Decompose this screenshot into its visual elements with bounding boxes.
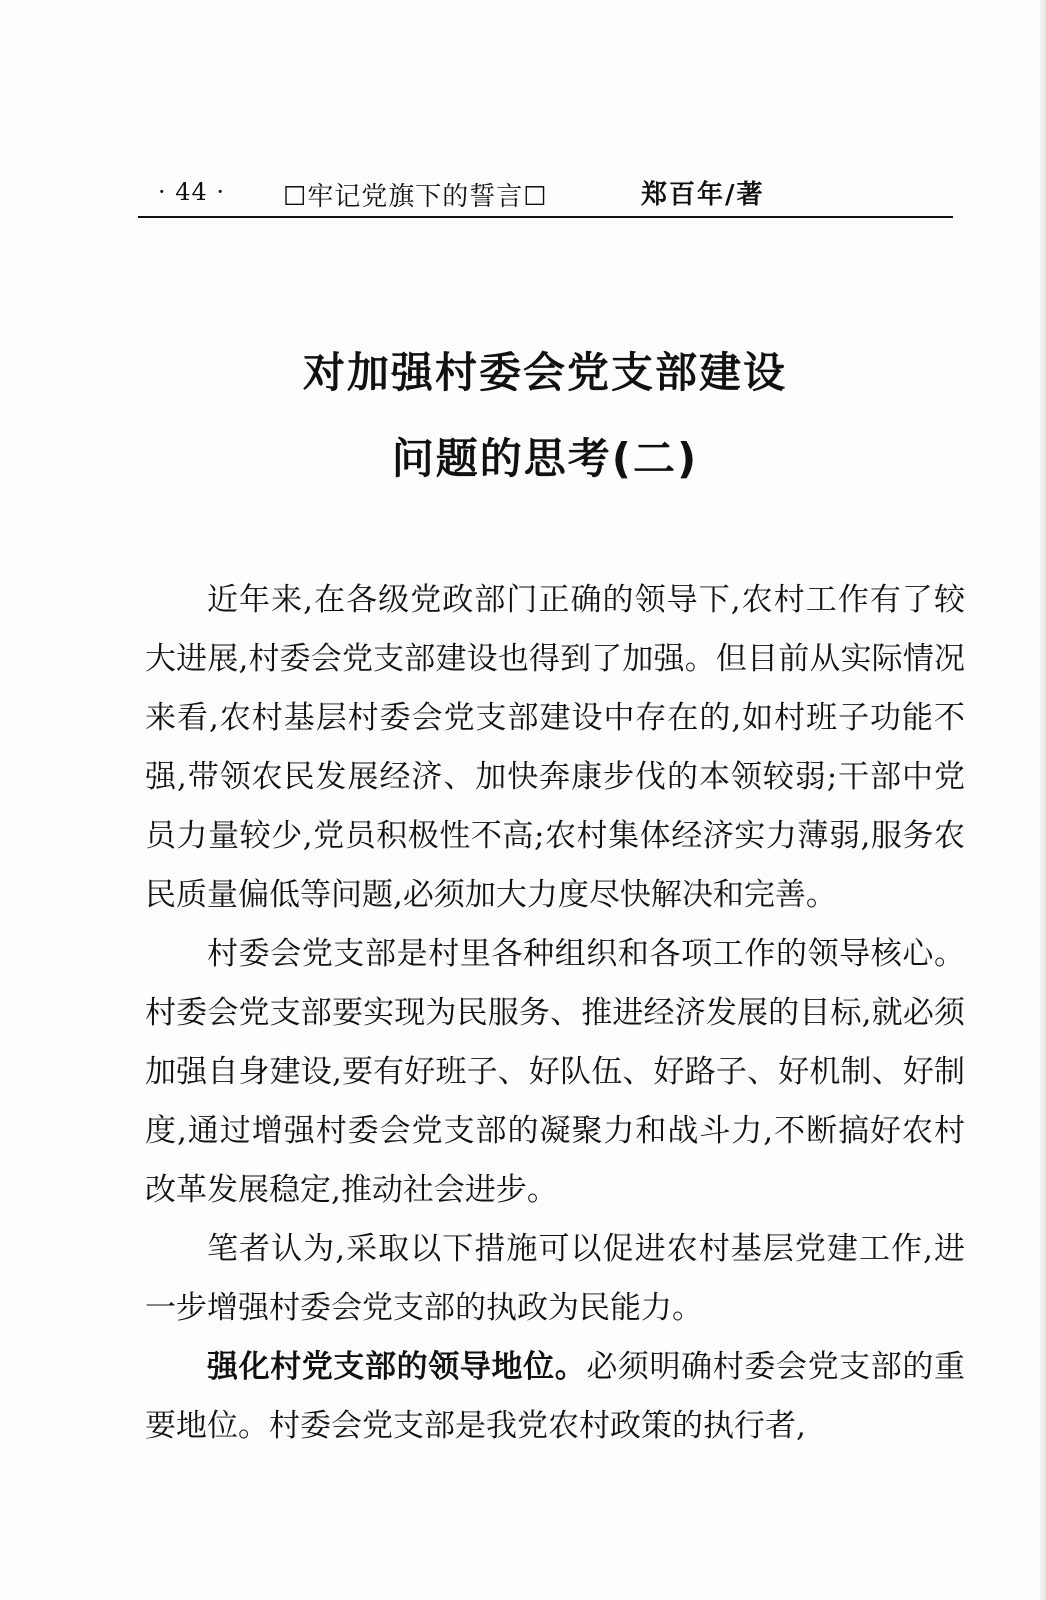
page-number: · 44 ·	[158, 178, 226, 206]
scan-edge-shadow	[1040, 0, 1046, 1600]
article-body	[145, 571, 965, 1456]
paragraph-2: 村委会党支部是村里各种组织和各项工作的领导核心。村委会党支部要实现为民服务、推进经济发展的目标,就必须加强自身建设,要有好班子、好队伍、好路子、好机制、好制度,通过增强村委会党支部的凝聚力和战斗力,不断搞好农村改革发展稳定,推动社会进步。	[145, 936, 965, 1208]
running-header	[138, 172, 953, 216]
article-title-line-2: 问题的思考(二)	[391, 434, 699, 483]
paragraph-1: 近年来,在各级党政部门正确的领导下,农村工作有了较大进展,村委会党支部建设也得到了加强。但目前从实际情况来看,农村基层村委会党支部建设中存在的,如村班子功能不强,带领农民发展经济、加快奔康步伐的本领较弱;干部中党员力量较少,党员积极性不高;农村集体经济实力薄弱,服务农民质量偏低等问题,必须加大力度尽快解决和完善。	[145, 582, 965, 913]
author-credit: 郑百年/著	[641, 180, 765, 210]
paragraph-4	[145, 1338, 965, 1456]
header-rule	[138, 216, 953, 218]
article-title-line-1: 对加强村委会党支部建设	[302, 348, 787, 397]
book-title: ☐牢记党旗下的誓言☐	[283, 182, 548, 212]
paragraph-4-lead: 强化村党支部的领导地位。	[207, 1349, 587, 1385]
paragraph-3: 笔者认为,采取以下措施可以促进农村基层党建工作,进一步增强村委会党支部的执政为民能力。	[145, 1231, 965, 1326]
paragraph-4-text: 必须明确村委会党支部的重要地位。村委会党支部是我党农村政策的执行者,	[145, 1349, 966, 1444]
